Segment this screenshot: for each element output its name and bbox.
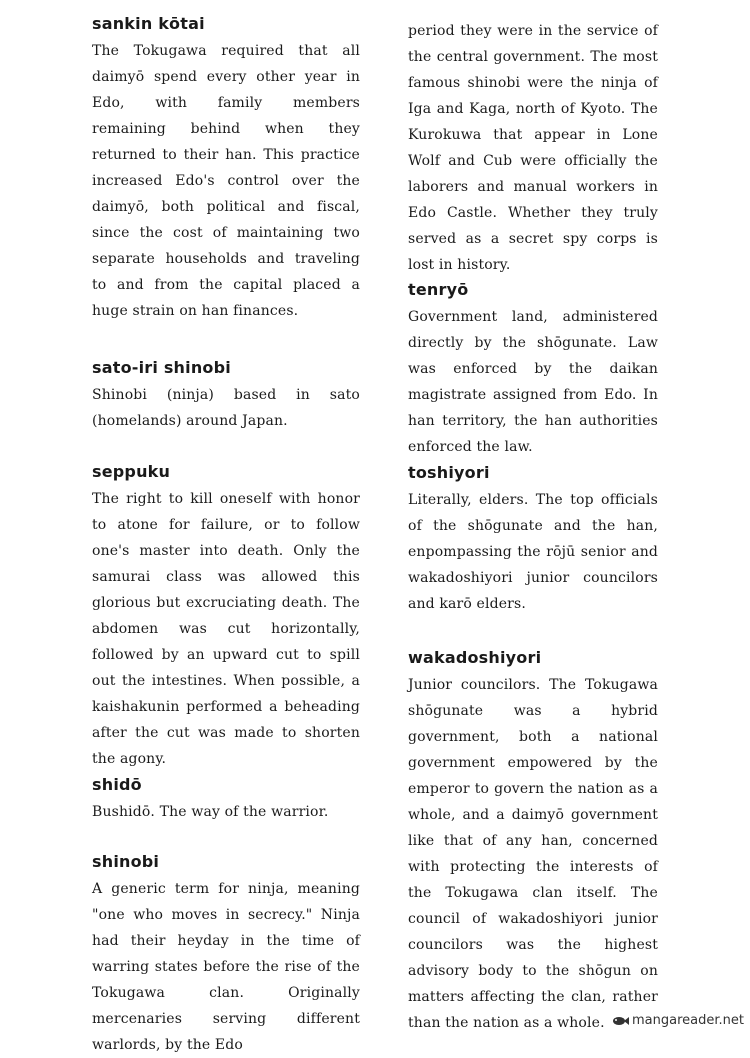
glossary-definition: A generic term for ninja, meaning "one who moves in secrecy." Ninja had their heyday in the time of warring states before the rise of the Tokugawa clan. Originally mercenaries serving different warlords, by the Edo: [92, 881, 360, 1053]
glossary-definition: Literally, elders. The top officials of the shōgunate and the han, enpompassing the rōjū senior and wakadoshiyori junior councilors and karō elders.: [408, 492, 658, 612]
watermark-text: mangareader.net: [632, 1013, 744, 1028]
glossary-term: shidō: [92, 775, 142, 794]
glossary-entry-seppuku: [92, 462, 360, 772]
glossary-entry-toshiyori: [408, 463, 658, 617]
glossary-term: sato-iri shinobi: [92, 358, 231, 377]
glossary-entry-wakadoshiyori: [408, 648, 658, 1036]
glossary-term: shinobi: [92, 852, 160, 871]
glossary-term: tenryō: [408, 280, 469, 299]
glossary-definition: Bushidō. The way of the warrior.: [92, 804, 329, 820]
fish-icon: [611, 1015, 629, 1027]
glossary-definition: Government land, administered directly by the shōgunate. Law was enforced by the daikan magistrate assigned from Edo. In han territory, the han authorities enforced the law.: [408, 309, 658, 455]
glossary-entry-shinobi: [92, 852, 360, 1058]
glossary-entry-continued: [408, 18, 658, 278]
watermark: [611, 1013, 744, 1028]
glossary-definition: period they were in the service of the central government. The most famous shinobi were the ninja of Iga and Kaga, north of Kyoto. The Kurokuwa that appear in Lone Wolf and Cub were officially the laborers and manual workers in Edo Castle. Whether they truly served as a secret spy corps is lost in history.: [408, 23, 658, 273]
glossary-definition: Junior councilors. The Tokugawa shōgunate was a hybrid government, both a national government empowered by the emperor to govern the nation as a whole, and a daimyō government like that of any han, concerned with protecting the interests of the Tokugawa clan itself. The council of wakadoshiyori junior councilors was the highest advisory body to the shōgun on matters affecting the clan, rather than the nation as a whole.: [408, 677, 658, 1031]
glossary-definition: Shinobi (ninja) based in sato (homelands) around Japan.: [92, 387, 360, 429]
glossary-entry-shido: [92, 775, 360, 825]
glossary-definition: The right to kill oneself with honor to atone for failure, or to follow one's master into death. Only the samurai class was allowed this glorious but excruciating death. The abdomen was cut horizontally, followed by an upward cut to spill out the intestines. When possible, a kaishakunin performed a beheading after the cut was made to shorten the agony.: [92, 491, 360, 767]
glossary-term: wakadoshiyori: [408, 648, 542, 667]
glossary-entry-sankin-kotai: [92, 14, 360, 324]
glossary-term: seppuku: [92, 462, 171, 481]
glossary-definition: The Tokugawa required that all daimyō spend every other year in Edo, with family members remaining behind when they returned to their han. This practice increased Edo's control over the daimyō, both political and fiscal, since the cost of maintaining two separate households and traveling to and from the capital placed a huge strain on han finances.: [92, 43, 360, 319]
glossary-term: toshiyori: [408, 463, 490, 482]
glossary-term: sankin kōtai: [92, 14, 205, 33]
glossary-entry-tenryo: [408, 280, 658, 460]
glossary-entry-sato-iri-shinobi: [92, 358, 360, 434]
